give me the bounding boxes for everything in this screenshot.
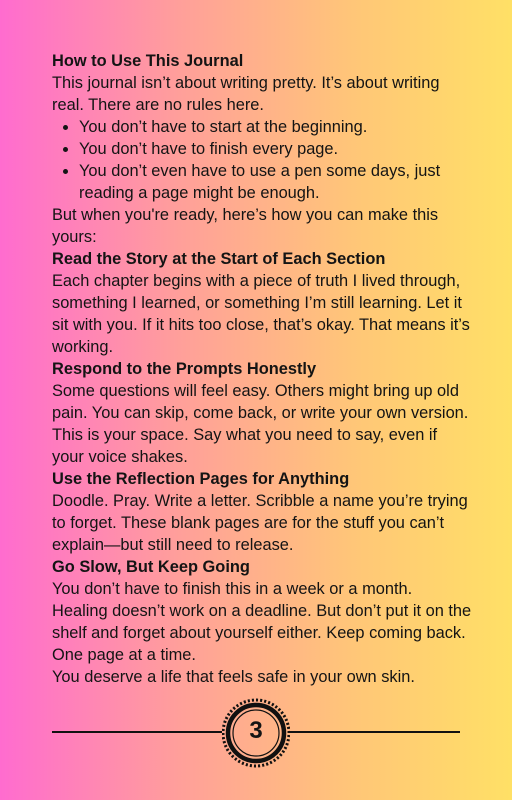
- section-heading: Read the Story at the Start of Each Section: [52, 250, 386, 268]
- section-heading: Respond to the Prompts Honestly: [52, 360, 317, 378]
- section-body: You don’t have to finish this in a week or a month. Healing doesn’t work on a deadline. But don’t put it on the shelf and forget about yourself either. Keep coming back. One page at a time.: [52, 580, 472, 664]
- section-heading: Use the Reflection Pages for Anything: [52, 470, 350, 488]
- journal-page-content: [52, 50, 472, 688]
- list-item: • You don’t even have to use a pen some days, just reading a page might be enough.: [79, 160, 472, 204]
- section-body: Doodle. Pray. Write a letter. Scribble a name you’re trying to forget. These blank pages are for the stuff you can’t explain—but still need to release.: [52, 492, 468, 554]
- intro-paragraph: This journal isn’t about writing pretty. It’s about writing real. There are no rules here.: [52, 74, 440, 114]
- section-heading: Go Slow, But Keep Going: [52, 558, 250, 576]
- footer-divider-left: [52, 731, 222, 733]
- section-body: Some questions will feel easy. Others might bring up old pain. You can skip, come back, or write your own version. This is your space. Say what you need to say, even if your voice shakes.: [52, 382, 469, 466]
- section-body: Each chapter begins with a piece of truth I lived through, something I learned, or something I’m still learning. Let it sit with you. If it hits too close, that’s okay. That means it’s working.: [52, 272, 470, 356]
- list-item: • You don’t have to start at the beginning.: [79, 116, 472, 138]
- list-item: • You don’t have to finish every page.: [79, 138, 472, 160]
- bullet-list: [52, 116, 472, 204]
- page-footer: [0, 690, 512, 780]
- footer-divider-right: [290, 731, 460, 733]
- page-number: 3: [249, 717, 263, 744]
- transition-paragraph: But when you're ready, here’s how you can make this yours:: [52, 206, 439, 246]
- page-title: How to Use This Journal: [52, 52, 244, 70]
- closing-line: You deserve a life that feels safe in your own skin.: [52, 668, 415, 686]
